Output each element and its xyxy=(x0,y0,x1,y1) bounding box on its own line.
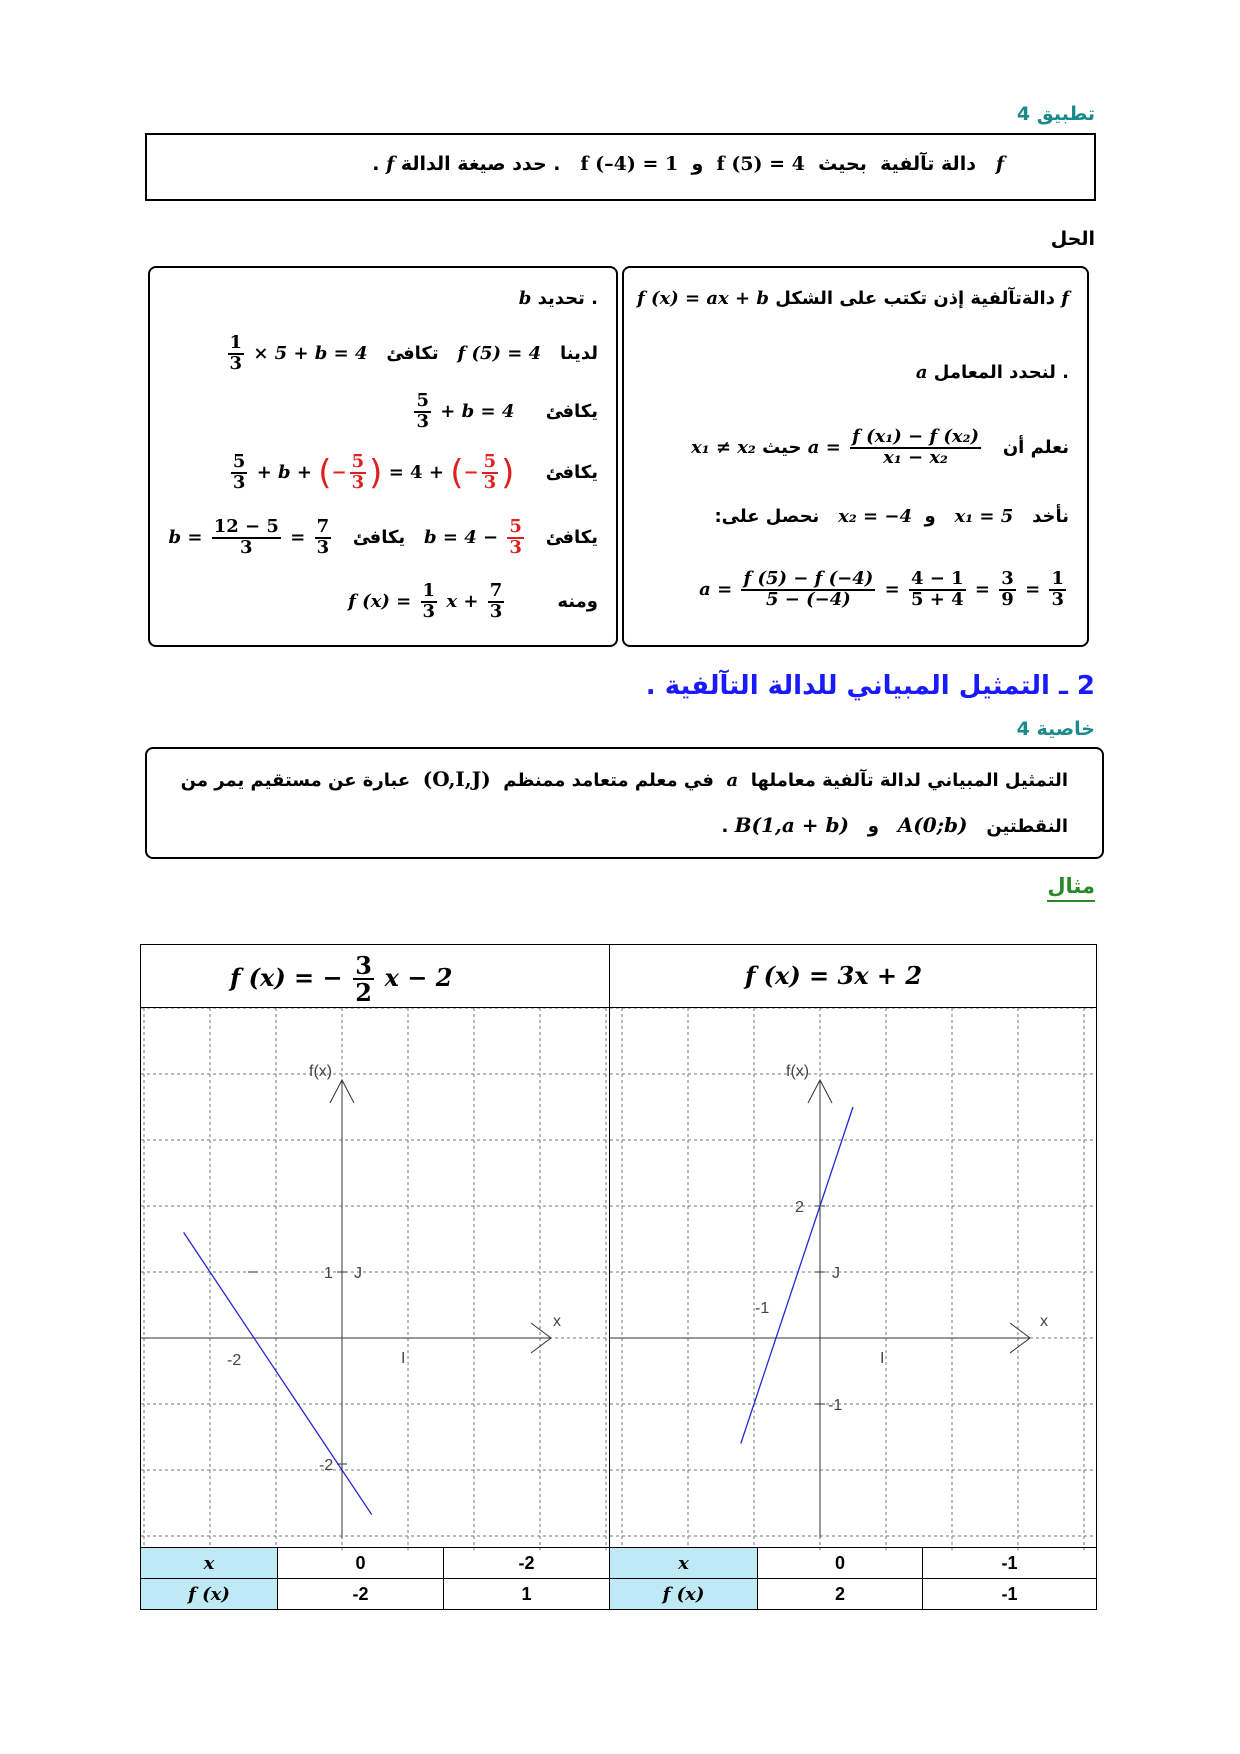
left-function-line xyxy=(184,1232,372,1514)
right-table-x0: 0 xyxy=(758,1548,923,1579)
sol-left-line6: ومنه f (x) = $\frac{1}{3}$ x + $\frac{7}{3}$ xyxy=(348,580,598,622)
right-tick-m1x-label: -1 xyxy=(755,1300,770,1317)
sol-right-line2: . لنحدد المعامل a xyxy=(915,362,1069,383)
table-row xyxy=(141,1579,610,1610)
left-table-fx-label: f (x) xyxy=(141,1579,278,1610)
right-tick-m1y-label: -1 xyxy=(828,1397,843,1414)
property-box xyxy=(145,747,1104,859)
example-heading: مثال xyxy=(1047,874,1095,902)
property-line2: النقطتين A(0;b) و B(1,a + b) . xyxy=(721,813,1068,837)
right-axis-x-label: x xyxy=(1040,1313,1048,1330)
left-j-label: J xyxy=(354,1265,362,1282)
left-table-fx1: 1 xyxy=(444,1579,610,1610)
left-tick-m2x-label: -2 xyxy=(227,1352,242,1369)
right-graph-grid xyxy=(610,1008,1096,1550)
sol-right-line4: نأخد x₁ = 5 و x₂ = −4 نحصل على: xyxy=(714,506,1069,527)
left-axis-x-label: x xyxy=(553,1313,561,1330)
right-table-fx-label: f (x) xyxy=(610,1579,758,1610)
table-row xyxy=(610,1579,1097,1610)
right-values-table xyxy=(609,1547,1097,1610)
sol-left-line1: . تحديد b xyxy=(518,288,598,309)
left-i-label: I xyxy=(401,1350,406,1367)
application-heading: تطبيق 4 xyxy=(1016,103,1095,125)
left-table-fx0: -2 xyxy=(278,1579,444,1610)
property-heading: خاصية 4 xyxy=(1016,718,1095,740)
right-table-x1: -1 xyxy=(923,1548,1097,1579)
left-graph-grid xyxy=(141,1008,609,1550)
sol-right-line3: نعلم أن a = $\frac{\text{f (x₁) − f (x₂)}}{\text{x₁ − x₂}}$ حيث x₁ ≠ x₂ xyxy=(690,426,1069,468)
table-row xyxy=(610,1548,1097,1579)
right-table-fx0: 2 xyxy=(758,1579,923,1610)
right-graph-title: f (x) = 3x + 2 xyxy=(745,961,923,990)
solution-left-box xyxy=(148,266,618,647)
left-graph-axes xyxy=(141,1080,551,1538)
application-statement: f دالة تآلفية بحيث f (5) = 4 و f (–4) = 1 . حدد صيغة الدالة f . xyxy=(372,153,1004,175)
application-box xyxy=(145,133,1096,201)
property-line1: التمثيل المبياني لدالة تآلفية معاملها a في معلم متعامد ممنظم (O,I,J) عبارة عن مستقيم يمر من xyxy=(180,767,1068,791)
left-graph xyxy=(141,1008,609,1550)
left-table-x1: -2 xyxy=(444,1548,610,1579)
solution-heading: الحل xyxy=(1050,228,1095,250)
table-row xyxy=(141,1548,610,1579)
example-right-border xyxy=(1096,944,1097,1552)
right-i-label: I xyxy=(880,1350,885,1367)
sol-left-line3: يكافئ $\frac{5}{3}$ + b = 4 xyxy=(416,390,598,432)
left-table-x-label: x xyxy=(141,1548,278,1579)
right-axis-y-label: f(x) xyxy=(786,1063,810,1080)
sol-left-line5: يكافئ b = 4 − $\frac{5}{3}$ يكافئ b = $\frac{12 - 5}{3}$ = $\frac{7}{3}$ xyxy=(168,516,598,558)
right-tick-2-label: 2 xyxy=(795,1199,804,1216)
left-axis-y-label: f(x) xyxy=(309,1063,333,1080)
right-table-x-label: x xyxy=(610,1548,758,1579)
sol-right-line1: f دالةتآلفية إذن تكتب على الشكل f (x) = ax + b xyxy=(637,288,1069,309)
left-graph-title: f (x) = − $\frac{3}{2}$ x − 2 xyxy=(230,951,453,1008)
right-j-label: J xyxy=(832,1265,840,1282)
left-values-table xyxy=(140,1547,610,1610)
left-tick-m2y-label: -2 xyxy=(319,1457,334,1474)
left-tick-1-label: 1 xyxy=(324,1265,333,1282)
sol-right-line5: a = $\frac{f (5) - f (-4)}{5 - (-4)}$ = $\frac{4 - 1}{5 + 4}$ = $\frac{3}{9}$ = $\frac{1}{3}$ xyxy=(699,568,1064,610)
sol-left-line2: لدينا f (5) = 4 تكافئ $\frac{1}{3}$ × 5 + b = 4 xyxy=(229,332,598,374)
right-table-fx1: -1 xyxy=(923,1579,1097,1610)
solution-right-box xyxy=(622,266,1089,647)
right-graph-axes xyxy=(610,1080,1030,1538)
section-title: 2 ـ التمثيل المبياني للدالة التآلفية . xyxy=(645,671,1095,701)
right-graph xyxy=(610,1008,1096,1550)
left-table-x0: 0 xyxy=(278,1548,444,1579)
sol-left-line4: يكافئ $\frac{5}{3}$ + b + (− $\frac{5}{3}$ ) = 4 + (− $\frac{5}{3}$ ) xyxy=(232,451,598,493)
